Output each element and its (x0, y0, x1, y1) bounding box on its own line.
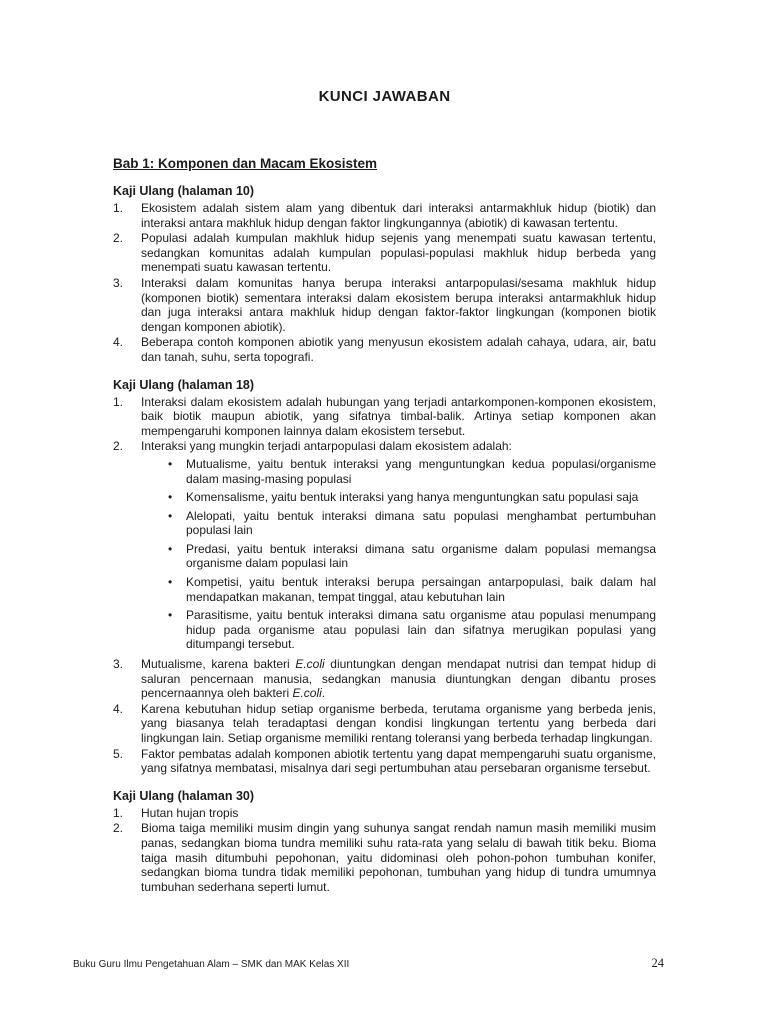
bullet-item (141, 542, 656, 571)
bullet-text: Mutualisme, yaitu bentuk interaksi yang menguntungkan kedua populasi/organisme dalam masing-masing populasi (186, 456, 656, 486)
item-text: Interaksi yang mungkin terjadi antarpopulasi dalam ekosistem adalah: (141, 439, 512, 454)
item-text: Karena kebutuhan hidup setiap organisme berbeda, terutama organisme yang berbeda jenis, yang biasanya telah teradaptasi dengan kondisi lingkungan tertentu yang berbeda dari lingkungan lain. Setiap organisme memiliki rentang toleransi yang berbeda terhadap lingkungan. (141, 701, 656, 745)
bullet-text: Komensalisme, yaitu bentuk interaksi yang hanya menguntungkan satu populasi saja (186, 490, 639, 505)
footer-page-number: 24 (651, 956, 664, 970)
bullet-icon: • (168, 456, 173, 471)
bullet-item (141, 457, 656, 486)
bullet-icon: • (168, 575, 173, 590)
text-segment: . (321, 686, 326, 701)
item-number: 3. (113, 657, 124, 672)
bullet-icon: • (168, 608, 173, 623)
item-number: 4. (113, 335, 124, 350)
list-item (113, 821, 656, 894)
item-number: 2. (113, 231, 124, 246)
item-body (141, 231, 656, 275)
item-text: Faktor pembatas adalah komponen abiotik tertentu yang dapat mempengaruhi suatu organisme, yang sifatnya membatasi, misalnya dari segi pertumbuhan atau persebaran organisme tersebut. (141, 746, 656, 776)
list-item (113, 657, 656, 701)
item-body (141, 702, 656, 746)
text-segment: Mutualisme, karena bakteri (141, 657, 296, 672)
list-item (113, 276, 656, 334)
list-item (113, 747, 656, 776)
list-item (113, 702, 656, 746)
item-text: Hutan hujan tropis (141, 805, 239, 820)
item-text: Interaksi dalam komunitas hanya berupa interaksi antarpopulasi/sesama makhluk hidup (komponen biotik) sementara interaksi dalam ekosistem berupa interaksi antarmakhluk hidup dan juga interaksi antara makhluk hidup dengan faktor-faktor lingkungan (komponen biotik dengan komponen abiotik). (141, 275, 656, 334)
item-text: Beberapa contoh komponen abiotik yang menyusun ekosistem adalah cahaya, udara, air, batu dan tanah, suhu, serta topografi. (141, 335, 656, 364)
item-number: 1. (113, 394, 124, 409)
item-number: 1. (113, 805, 124, 820)
bullet-item (141, 608, 656, 652)
chapter-heading: Bab 1: Komponen dan Macam Ekosistem (113, 156, 378, 171)
page-title: KUNCI JAWABAN (318, 88, 451, 105)
section-heading: Kaji Ulang (halaman 10) (113, 184, 255, 198)
section-heading: Kaji Ulang (halaman 30) (113, 788, 255, 803)
bullet-icon: • (168, 490, 173, 505)
list-item (113, 335, 656, 364)
item-text (141, 657, 656, 701)
item-body (141, 657, 656, 701)
sections (113, 184, 656, 894)
text-segment: diuntungkan dengan mendapat nutrisi dan tempat hidup di saluran pencernaan manusia, sedangkan manusia diuntungkan dengan dibantu proses pencernaannya oleh bakteri (141, 657, 656, 701)
item-number: 1. (113, 201, 124, 215)
section (113, 789, 656, 895)
section (113, 184, 656, 365)
footer-book-title: Buku Guru Ilmu Pengetahuan Alam – SMK dan MAK Kelas XII (73, 959, 350, 970)
section-heading: Kaji Ulang (halaman 18) (113, 377, 255, 392)
item-text: Bioma taiga memiliki musim dingin yang suhunya sangat rendah namun masih memiliki musim panas, sedangkan bioma tundra memiliki suhu rata-rata yang selalu di bawah titik beku. Bioma taiga masih ditumbuhi pepohonan, yaitu didominasi oleh pohon-pohon tumbuhan konifer, sedangkan bioma tundra tidak memiliki pepohonan, tumbuhan yang hidup di tundra umumnya tumbuhan sederhana seperti lumut. (141, 821, 656, 894)
item-text: Ekosistem adalah sistem alam yang dibentuk dari interaksi antarmakhluk hidup (biotik) dan interaksi antara makhluk hidup dengan faktor lingkungannya (abiotik) di kawasan tertentu. (141, 201, 656, 230)
item-number: 3. (113, 275, 124, 290)
item-body (141, 439, 656, 656)
section (113, 378, 656, 776)
item-body (141, 335, 656, 364)
item-number: 4. (113, 701, 124, 716)
bullet-list (141, 457, 656, 652)
item-body (141, 395, 656, 439)
item-number: 2. (113, 821, 124, 836)
item-body (141, 806, 656, 821)
bullet-text: Alelopati, yaitu bentuk interaksi dimana satu populasi menghambat pertumbuhan populasi lain (186, 508, 656, 538)
list-item (113, 395, 656, 439)
list-item (113, 201, 656, 230)
bullet-icon: • (168, 541, 173, 556)
list-item (113, 439, 656, 656)
item-number: 5. (113, 746, 124, 761)
page-content (113, 0, 656, 895)
bullet-item (141, 575, 656, 604)
page-footer (73, 956, 664, 971)
item-body (141, 201, 656, 230)
list-item (113, 231, 656, 275)
item-text: Populasi adalah kumpulan makhluk hidup sejenis yang menempati suatu kawasan tertentu, sedangkan komunitas adalah kumpulan populasi-populasi makhluk hidup berbeda yang menempati suatu kawasan tertentu. (141, 231, 656, 275)
item-body (141, 276, 656, 334)
item-text: Interaksi dalam ekosistem adalah hubungan yang terjadi antarkomponen-komponen ekosistem, baik biotik maupun abiotik, yang sifatnya timbal-balik. Artinya setiap komponen akan mempengaruhi komponen lainnya dalam ekosistem tersebut. (141, 394, 656, 438)
item-number: 2. (113, 439, 124, 454)
item-body (141, 747, 656, 776)
bullet-icon: • (168, 508, 173, 523)
bullet-text: Predasi, yaitu bentuk interaksi dimana satu organisme dalam populasi memangsa organisme dalam populasi lain (186, 541, 656, 571)
bullet-item (141, 490, 656, 505)
italic-term: E.coli (295, 657, 325, 672)
italic-term: E.coli (292, 686, 322, 701)
bullet-text: Parasitisme, yaitu bentuk interaksi dimana satu organisme atau populasi menumpang hidup pada organisme atau populasi lain dan sifatnya merugikan populasi yang ditumpangi tersebut. (186, 608, 656, 652)
bullet-item (141, 509, 656, 538)
list-item (113, 806, 656, 821)
item-body (141, 821, 656, 894)
bullet-text: Kompetisi, yaitu bentuk interaksi berupa persaingan antarpopulasi, baik dalam hal mendapatkan makanan, tempat tinggal, atau kebutuhan lain (186, 575, 656, 604)
